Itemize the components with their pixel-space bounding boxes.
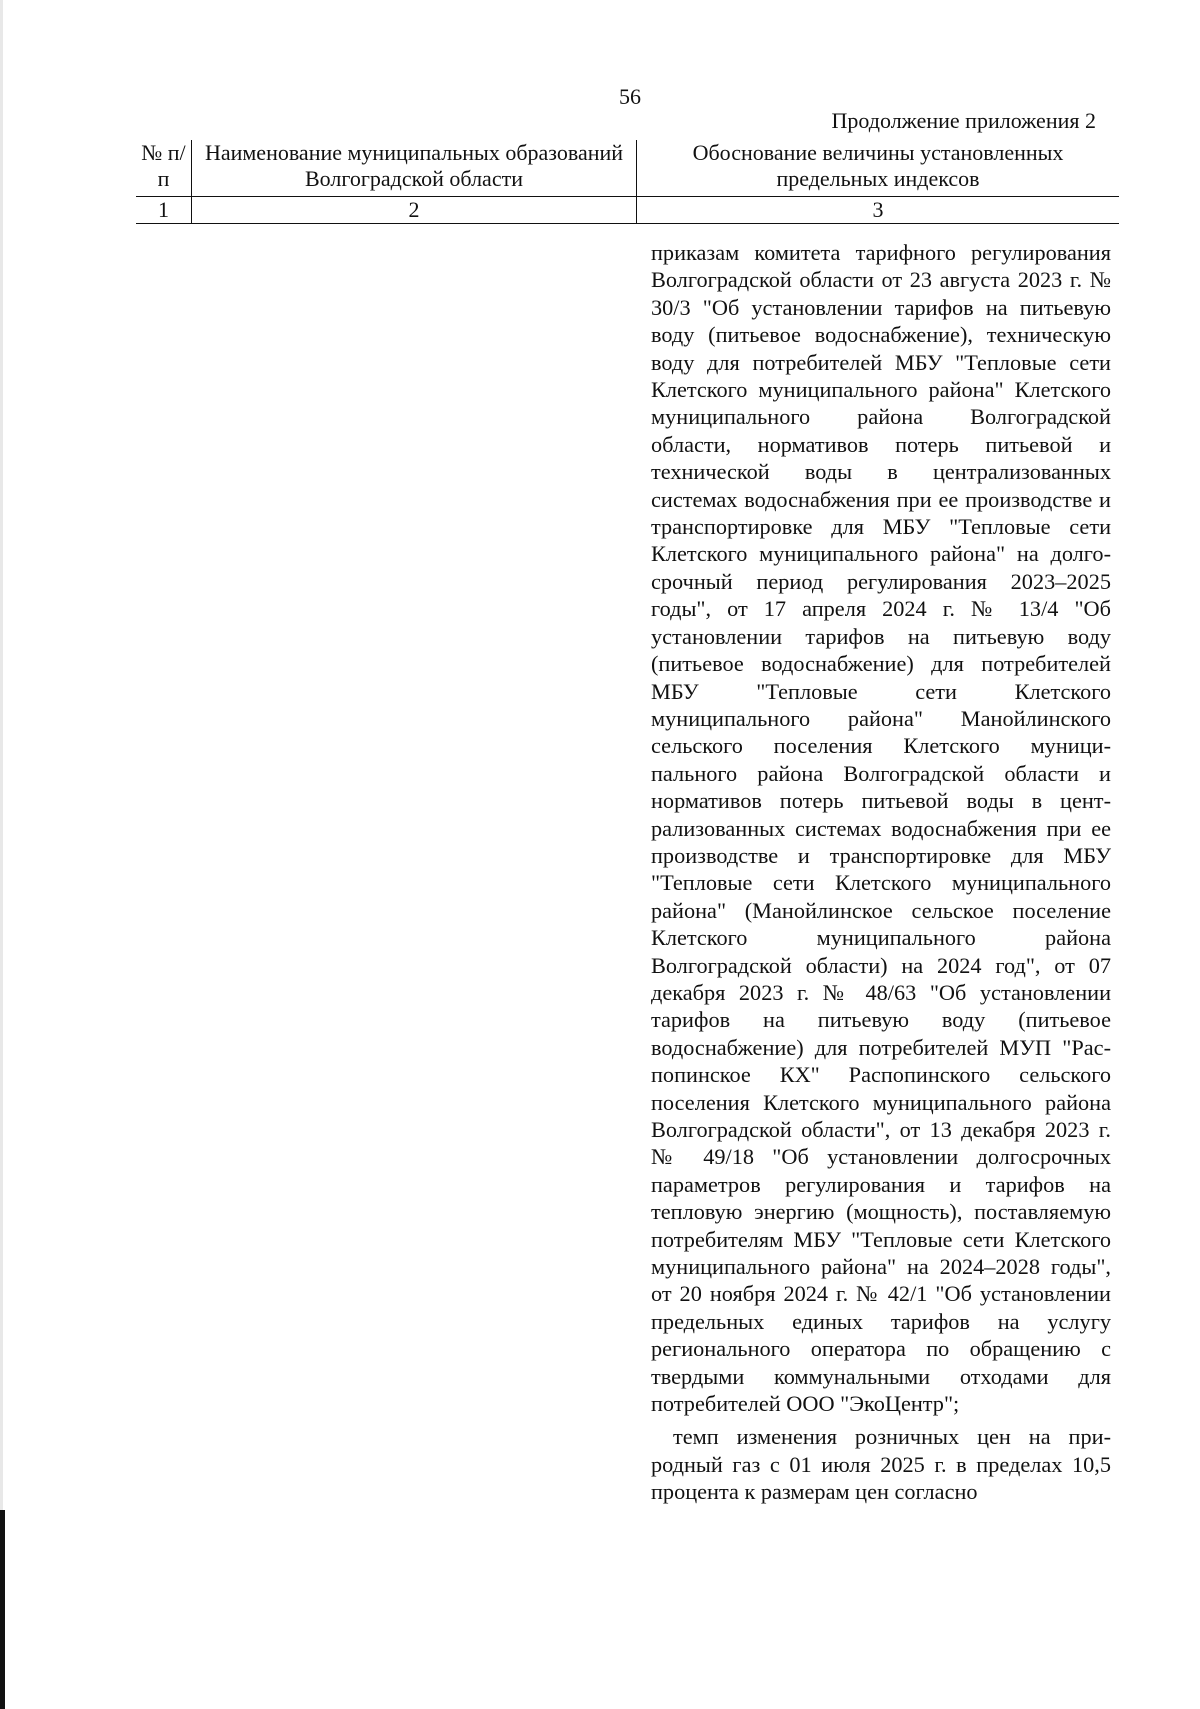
continuation-label: Продолжение приложения 2 bbox=[831, 108, 1096, 133]
justification-paragraph-2: темп изменения розничных цен на природный газ с 01 июля 2025 г. в пределах 10,5 процента к размерам цен согласно bbox=[651, 1424, 1111, 1505]
table-column-numbers-row bbox=[136, 197, 1119, 224]
column-number-2: 2 bbox=[192, 197, 637, 224]
table-header bbox=[136, 140, 1119, 224]
scan-binding-mark bbox=[0, 1510, 5, 1709]
column-number-3: 3 bbox=[637, 197, 1120, 224]
header-col-justification: Обоснование величины установленных предельных индексов bbox=[637, 140, 1120, 197]
page-number: 56 bbox=[619, 84, 641, 109]
column-number-1: 1 bbox=[136, 197, 192, 224]
scan-edge-shadow bbox=[0, 0, 3, 1709]
justification-text bbox=[651, 239, 1111, 1512]
header-col-municipality: Наименование муниципальных образований Волгоградской области bbox=[192, 140, 637, 197]
header-col-number: № п/п bbox=[136, 140, 192, 197]
table-header-row bbox=[136, 140, 1119, 197]
justification-paragraph-1: приказам комитета тарифного регулирования Волгоградской области от 23 августа 2023 г. № 30/3 "Об установлении тарифов на питьевую воду (питьевое водоснабжение), техническую воду для потребителей МБУ "Тепловые сети Клетского муниципального района" Клетского муниципального района Волгоградской области, нормативов потерь питьевой и технической воды в централизованных системах водоснабжения при ее производстве и транспортировке для МБУ "Тепловые сети Клетского муниципального района" на долгосрочный период регулирования 2023–2025 годы", от 17 апреля 2024 г. № 13/4 "Об установлении тарифов на питьевую воду (питьевое водоснабжение) для потребителей МБУ "Тепловые сети Клетского муниципального района" Манойлинского сельского поселения Клетского муниципального района Волгоградской области и нормативов потерь питьевой воды в централизованных системах водоснабжения при ее производстве и транспортировке для МБУ "Тепловые сети Клетского муниципального района" (Манойлинское сельское поселение Клетского муниципального района Волгоградской области) на 2024 год", от 07 декабря 2023 г. № 48/63 "Об установлении тарифов на питьевую воду (питьевое водоснабжение) для потребителей МУП "Распопинское КХ" Распопинского сельского поселения Клетского муниципального района Волгоградской области", от 13 декабря 2023 г. № 49/18 "Об установлении долгосрочных параметров регулирования и тарифов на тепловую энергию (мощность), поставляемую потребителям МБУ "Тепловые сети Клетского муниципального района" на 2024–2028 годы", от 20 ноября 2024 г. № 42/1 "Об установлении предельных единых тарифов на услугу регионального оператора по обращению с твердыми коммунальными отходами для потребителей ООО "ЭкоЦентр"; bbox=[651, 240, 1111, 1417]
